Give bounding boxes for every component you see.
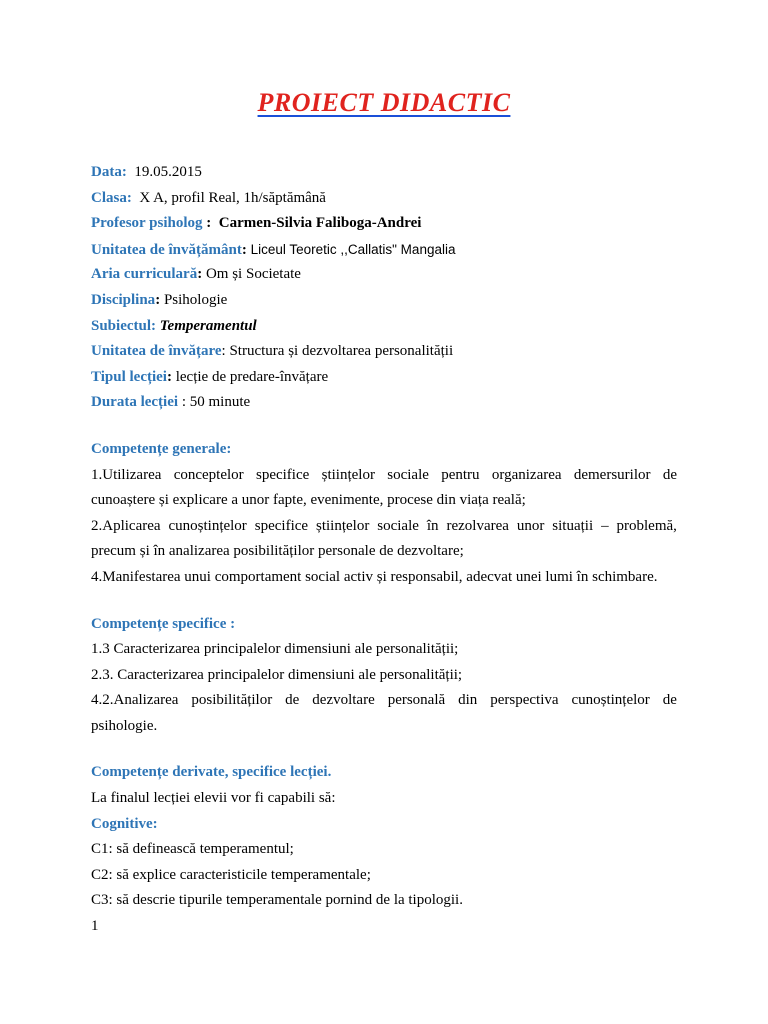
document-title: PROIECT DIDACTIC — [257, 88, 511, 117]
profesor-value: Carmen-Silvia Faliboga-Andrei — [218, 215, 422, 232]
justified-word: problemă, — [616, 517, 677, 534]
justified-word: din — [458, 692, 478, 709]
cognitive-item-c3: C3: să descrie tipurile temperamentale pornind de la tipologii. — [91, 892, 463, 909]
disciplina-value: Psihologie — [163, 291, 228, 308]
profesor-colon: : — [206, 215, 212, 232]
competente-generale-item-1-line-2: cunoaștere și explicare a unor fapte, evenimente, procese din viața reală; — [91, 492, 526, 509]
profesor-label: Profesor psiholog — [91, 215, 203, 232]
justified-word: unor — [516, 517, 545, 534]
justified-word: dezvoltare — [312, 692, 375, 709]
competente-specifice-item-1: 1.3 Caracterizarea principalelor dimensiuni ale personalității; — [91, 641, 459, 658]
cognitive-item-c1: C1: să definească temperamentul; — [91, 841, 294, 858]
unitatea-invatamant-label: Unitatea de învățământ — [91, 241, 242, 258]
competente-specifice-item-3-line-1 — [91, 688, 677, 714]
justified-word: 4.2.Analizarea — [91, 692, 179, 709]
info-disciplina — [91, 288, 677, 314]
durata-label: Durata lecției — [91, 394, 179, 411]
info-unitatea-invatare — [91, 339, 677, 365]
unitatea-invatare-value: : Structura și dezvoltarea personalității — [221, 343, 454, 360]
competente-derivate-heading: Competențe derivate, specifice lecției. — [91, 764, 332, 781]
justified-word: pentru — [441, 466, 480, 483]
justified-word: personală — [387, 692, 446, 709]
info-profesor — [91, 211, 677, 237]
aria-label: Aria curriculară — [91, 266, 198, 283]
data-value: 19.05.2015 — [134, 164, 202, 180]
justified-word: organizarea — [491, 466, 562, 483]
justified-word: conceptelor — [173, 466, 244, 483]
justified-word: științelor — [316, 517, 370, 534]
justified-word: cunoștințelor — [571, 692, 650, 709]
justified-word: de — [662, 466, 677, 483]
info-subiectul — [91, 314, 677, 340]
info-durata — [91, 390, 677, 416]
justified-word: rezolvarea — [446, 517, 509, 534]
competente-generale-item-2-line-1 — [91, 514, 677, 540]
justified-word: perspectiva — [490, 692, 559, 709]
clasa-value: X A, profil Real, 1h/săptămână — [139, 189, 326, 206]
competente-generale-item-2-line-2: precum și în analizarea posibilităților personale de dezvoltare; — [91, 543, 464, 560]
competente-generale-heading: Competențe generale: — [91, 440, 232, 457]
justified-word: de — [662, 692, 677, 709]
tipul-label: Tipul lecției — [91, 368, 167, 385]
justified-word: 1.Utilizarea — [91, 466, 162, 483]
tipul-value: lecție de predare-învățare — [175, 368, 329, 385]
info-data — [91, 160, 677, 186]
justified-word: situații — [552, 517, 594, 534]
justified-word: 2.Aplicarea — [91, 517, 161, 534]
competente-derivate-intro: La finalul lecției elevii vor fi capabili să: — [91, 790, 336, 807]
document-body — [91, 160, 677, 914]
data-label: Data: — [91, 164, 127, 180]
justified-word: cunoștințelor — [168, 517, 247, 534]
competente-generale-item-1-line-1 — [91, 463, 677, 489]
info-unitatea-invatamant — [91, 237, 677, 263]
subiectul-label: Subiectul: — [91, 317, 157, 334]
competente-specifice-item-3-line-2: psihologie. — [91, 717, 158, 734]
aria-value: Om și Societate — [205, 266, 301, 283]
cognitive-heading: Cognitive: — [91, 815, 158, 832]
disciplina-colon: : — [155, 291, 161, 308]
justified-word: – — [601, 517, 609, 534]
info-aria — [91, 262, 677, 288]
info-tipul — [91, 365, 677, 391]
cognitive-item-c2: C2: să explice caracteristicile temperamentale; — [91, 866, 371, 883]
justified-word: specifice — [255, 466, 310, 483]
justified-word: științelor — [321, 466, 375, 483]
justified-word: specifice — [254, 517, 309, 534]
unitatea-invatamant-value: Liceul Teoretic ,,Callatis" Mangalia — [250, 241, 456, 257]
subiectul-value: Temperamentul — [159, 317, 257, 334]
clasa-label: Clasa: — [91, 189, 132, 206]
unitatea-invatare-label: Unitatea de învățare — [91, 343, 222, 360]
aria-colon: : — [197, 266, 203, 283]
competente-generale-item-4: 4.Manifestarea unui comportament social activ și responsabil, adecvat unei lumi în schimbare. — [91, 568, 658, 585]
justified-word: de — [285, 692, 300, 709]
justified-word: demersurilor — [573, 466, 651, 483]
justified-word: posibilităților — [191, 692, 273, 709]
competente-specifice-heading: Competențe specifice : — [91, 615, 236, 632]
competente-specifice-item-2: 2.3. Caracterizarea principalelor dimensiuni ale personalității; — [91, 666, 463, 683]
info-clasa — [91, 186, 677, 212]
disciplina-label: Disciplina — [91, 291, 156, 308]
unitatea-invatamant-colon: : — [241, 241, 247, 258]
durata-value: : 50 minute — [181, 394, 251, 411]
page-number: 1 — [91, 918, 99, 934]
justified-word: sociale — [377, 517, 419, 534]
justified-word: în — [426, 517, 439, 534]
justified-word: sociale — [387, 466, 429, 483]
tipul-colon: : — [166, 368, 172, 385]
